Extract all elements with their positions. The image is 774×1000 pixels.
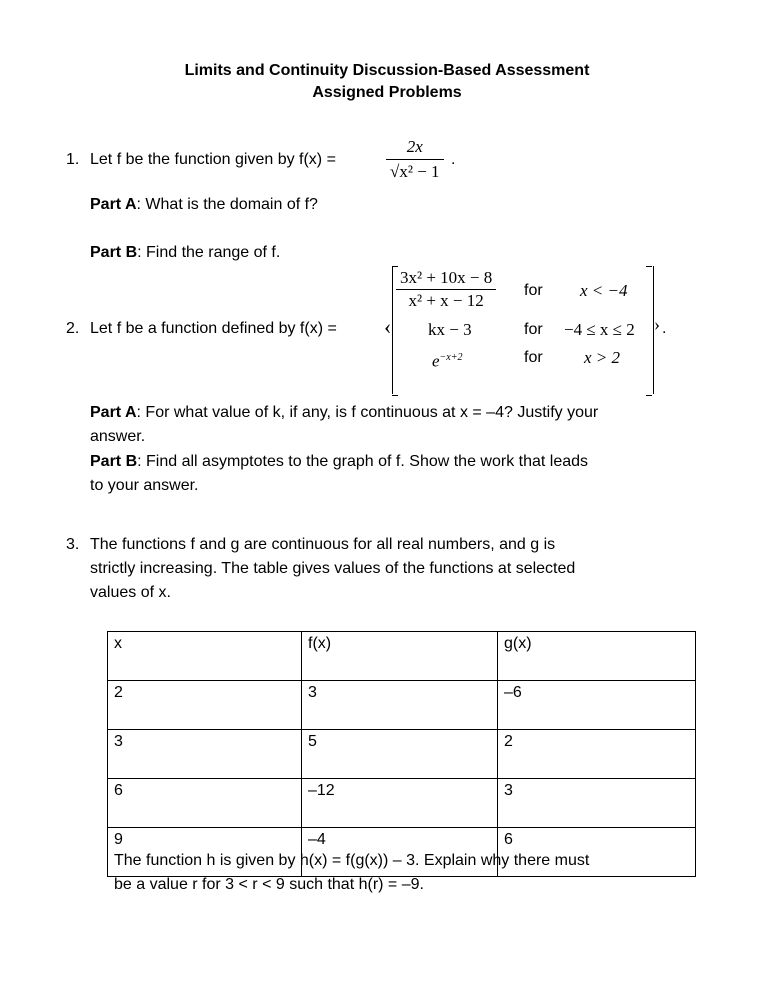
table-header-row xyxy=(108,632,696,681)
table-cell: 6 xyxy=(108,779,302,828)
piece3-for: for xyxy=(524,349,543,366)
piece3-base: e xyxy=(432,351,440,371)
piece1-condition: x < −4 xyxy=(580,281,628,300)
sqrt-symbol: √ xyxy=(390,162,400,181)
problem1-fraction xyxy=(386,136,444,183)
partA-text: : What is the domain of f? xyxy=(136,196,318,213)
problem2-period: . xyxy=(662,320,667,337)
p2-partA-text1: : For what value of k, if any, is f continuous at x = –4? Justify your xyxy=(136,404,599,421)
table-cell: 3 xyxy=(302,681,498,730)
piece3-expression xyxy=(432,346,462,374)
problem1-partB xyxy=(90,241,280,265)
partB-text: : Find the range of f. xyxy=(137,244,281,261)
table-cell: 2 xyxy=(498,730,696,779)
piece2-for: for xyxy=(524,321,543,338)
problem2-number: 2. xyxy=(66,320,80,337)
piece1-expression xyxy=(396,268,496,311)
page-title: Limits and Continuity Discussion-Based Assessment xyxy=(184,62,590,79)
table-header-fx: f(x) xyxy=(302,632,498,681)
values-table xyxy=(107,631,696,877)
problem3-line3: values of x. xyxy=(90,584,171,601)
table-cell: 9 xyxy=(108,828,302,877)
problem1-numerator: 2x xyxy=(406,137,423,156)
piece1-numerator: 3x² + 10x − 8 xyxy=(400,268,493,287)
bracket-right-caps xyxy=(646,266,652,396)
table-cell: 5 xyxy=(302,730,498,779)
problem2-partB-line2: to your answer. xyxy=(90,477,199,494)
problem2-partA-line2: answer. xyxy=(90,428,146,445)
problem3-line1: The functions f and g are continuous for all real numbers, and g is xyxy=(90,536,556,553)
problem2-partB-line1 xyxy=(90,450,588,474)
problem2-partA-line1 xyxy=(90,401,598,425)
p2-partB-label: Part B xyxy=(90,453,138,470)
right-brace: › xyxy=(654,314,660,334)
p2-partB-text1: : Find all asymptotes to the graph of f. Show the work that leads xyxy=(137,453,589,470)
page-subtitle: Assigned Problems xyxy=(312,84,462,101)
problem1-denominator: x² − 1 xyxy=(399,162,440,181)
piece3-condition: x > 2 xyxy=(584,348,621,367)
problem1-number: 1. xyxy=(66,151,80,168)
table-row xyxy=(108,730,696,779)
left-brace: ‹ xyxy=(384,314,392,339)
table-cell: 3 xyxy=(108,730,302,779)
piece1-denominator: x² + x − 12 xyxy=(396,289,496,311)
piece2-expression: kx − 3 xyxy=(428,320,472,339)
piece1-for: for xyxy=(524,282,543,299)
partA-label: Part A xyxy=(90,196,137,213)
problem1-period: . xyxy=(451,151,456,168)
p2-partA-label: Part A xyxy=(90,404,137,421)
problem3-line2: strictly increasing. The table gives values of the functions at selected xyxy=(90,560,576,577)
problem1-partA xyxy=(90,193,318,217)
table-header-x: x xyxy=(108,632,302,681)
table-cell: –12 xyxy=(302,779,498,828)
table-cell: 2 xyxy=(108,681,302,730)
problem1-intro: Let f be the function given by f(x) = xyxy=(90,151,336,168)
problem3-closing-line2: be a value r for 3 < r < 9 such that h(r) = –9. xyxy=(114,876,424,893)
piece3-exponent: −x+2 xyxy=(439,352,463,363)
table-row xyxy=(108,681,696,730)
table-cell: –4 xyxy=(302,828,498,877)
problem2-intro: Let f be a function defined by f(x) = xyxy=(90,320,337,337)
table-header-gx: g(x) xyxy=(498,632,696,681)
partB-label: Part B xyxy=(90,244,138,261)
table-row xyxy=(108,779,696,828)
problem3-number: 3. xyxy=(66,536,80,553)
table-cell: 6 xyxy=(498,828,696,877)
problem3-closing-line1: The function h is given by h(x) = f(g(x)) – 3. Explain why there must xyxy=(114,852,590,869)
table-cell: –6 xyxy=(498,681,696,730)
table-cell: 3 xyxy=(498,779,696,828)
piece2-condition: −4 ≤ x ≤ 2 xyxy=(564,320,635,339)
